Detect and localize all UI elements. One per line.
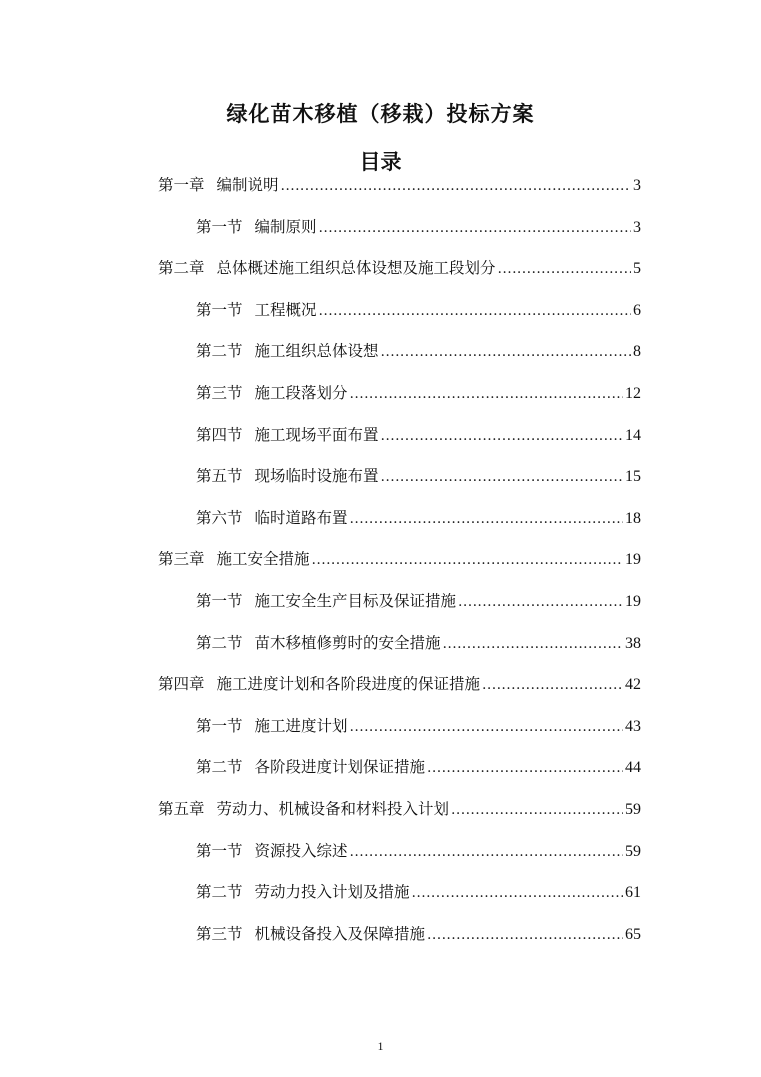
toc-section-row[interactable] [196,588,641,614]
toc-chapter-row[interactable] [158,172,641,198]
toc-section-row[interactable] [196,505,641,531]
toc-dot-leader [498,256,631,282]
toc-section-row[interactable] [196,338,641,364]
toc-entry-number: 第二节 [196,758,243,776]
toc-entry-title: 施工进度计划 [254,717,348,735]
toc-entry-number: 第四章 [158,675,205,693]
document-title: 绿化苗木移植（移栽）投标方案 [226,102,535,126]
toc-entry-number: 第二节 [196,634,243,652]
toc-entry-number: 第二节 [196,342,243,360]
toc-page-number: 42 [625,676,641,693]
toc-heading: 目录 [359,150,402,174]
toc-entry-title: 总体概述施工组织总体设想及施工段划分 [216,259,496,277]
toc-section-row[interactable] [196,214,641,240]
toc-entry-number: 第二节 [196,883,243,901]
toc-dot-leader [312,547,623,573]
toc-entry-number: 第一节 [196,842,243,860]
toc-page-number: 5 [633,260,641,277]
toc-section-row[interactable] [196,630,641,656]
toc-section-row[interactable] [196,921,641,947]
toc-page-number: 3 [633,177,641,194]
toc-section-row[interactable] [196,713,641,739]
toc-page-number: 19 [625,593,641,610]
toc-page-number: 12 [625,385,641,402]
toc-chapter-row[interactable] [158,255,641,281]
toc-section-row[interactable] [196,422,641,448]
toc-dot-leader [319,215,631,241]
toc-entry-title: 机械设备投入及保障措施 [254,925,426,943]
toc-entry-title: 现场临时设施布置 [254,467,379,485]
toc-entry-number: 第二章 [158,259,205,277]
toc-page-number: 14 [625,427,641,444]
toc-chapter-row[interactable] [158,796,641,822]
toc-dot-leader [412,880,623,906]
toc-entry-title: 苗木移植修剪时的安全措施 [254,634,441,652]
toc-dot-leader [443,631,623,657]
toc-entry-title: 施工组织总体设想 [254,342,379,360]
toc-dot-leader [319,298,631,324]
toc-entry-number: 第三节 [196,384,243,402]
toc-page-number: 59 [625,801,641,818]
toc-dot-leader [381,339,631,365]
toc-page-number: 15 [625,468,641,485]
toc-dot-leader [458,589,623,615]
toc-dot-leader [482,672,623,698]
toc-entry-number: 第一节 [196,301,243,319]
toc-section-row[interactable] [196,297,641,323]
toc-dot-leader [350,714,623,740]
toc-page-number: 3 [633,219,641,236]
toc-page-number: 19 [625,551,641,568]
toc-section-row[interactable] [196,380,641,406]
toc-dot-leader [350,506,623,532]
toc-page-number: 6 [633,302,641,319]
toc-page-number: 44 [625,759,641,776]
toc-section-row[interactable] [196,463,641,489]
toc-entry-title: 各阶段进度计划保证措施 [254,758,426,776]
toc-dot-leader [451,797,623,823]
toc-dot-leader [381,464,623,490]
toc-page-number: 38 [625,635,641,652]
toc-entry-title: 施工安全生产目标及保证措施 [254,592,457,610]
toc-dot-leader [427,755,623,781]
toc-dot-leader [350,839,623,865]
toc-page-number: 18 [625,510,641,527]
toc-entry-title: 劳动力、机械设备和材料投入计划 [216,800,450,818]
toc-section-row[interactable] [196,754,641,780]
toc-entry-number: 第五节 [196,467,243,485]
toc-entry-title: 施工现场平面布置 [254,426,379,444]
toc-page-number: 61 [625,884,641,901]
toc-page-number: 8 [633,343,641,360]
toc-section-row[interactable] [196,838,641,864]
toc-entry-title: 编制说明 [216,176,279,194]
toc-entry-title: 资源投入综述 [254,842,348,860]
toc-entry-number: 第一节 [196,717,243,735]
toc-entry-number: 第三章 [158,550,205,568]
toc-chapter-row[interactable] [158,671,641,697]
toc-entry-title: 工程概况 [254,301,317,319]
toc-dot-leader [427,922,623,948]
toc-entry-title: 施工安全措施 [216,550,310,568]
toc-page-number: 65 [625,926,641,943]
toc-dot-leader [281,173,631,199]
toc-entry-number: 第四节 [196,426,243,444]
toc-entry-title: 临时道路布置 [254,509,348,527]
toc-section-row[interactable] [196,879,641,905]
toc-entry-number: 第三节 [196,925,243,943]
toc-entry-title: 施工段落划分 [254,384,348,402]
toc-entry-number: 第一章 [158,176,205,194]
page-number: 1 [377,1039,384,1053]
toc-entry-title: 编制原则 [254,218,317,236]
toc-page-number: 43 [625,718,641,735]
toc-page-number: 59 [625,843,641,860]
toc-entry-number: 第一节 [196,218,243,236]
toc-dot-leader [381,423,623,449]
toc-entry-title: 劳动力投入计划及措施 [254,883,410,901]
toc-dot-leader [350,381,623,407]
toc-entry-number: 第五章 [158,800,205,818]
toc-chapter-row[interactable] [158,546,641,572]
toc-entry-number: 第六节 [196,509,243,527]
toc-entry-title: 施工进度计划和各阶段进度的保证措施 [216,675,481,693]
toc-entry-number: 第一节 [196,592,243,610]
